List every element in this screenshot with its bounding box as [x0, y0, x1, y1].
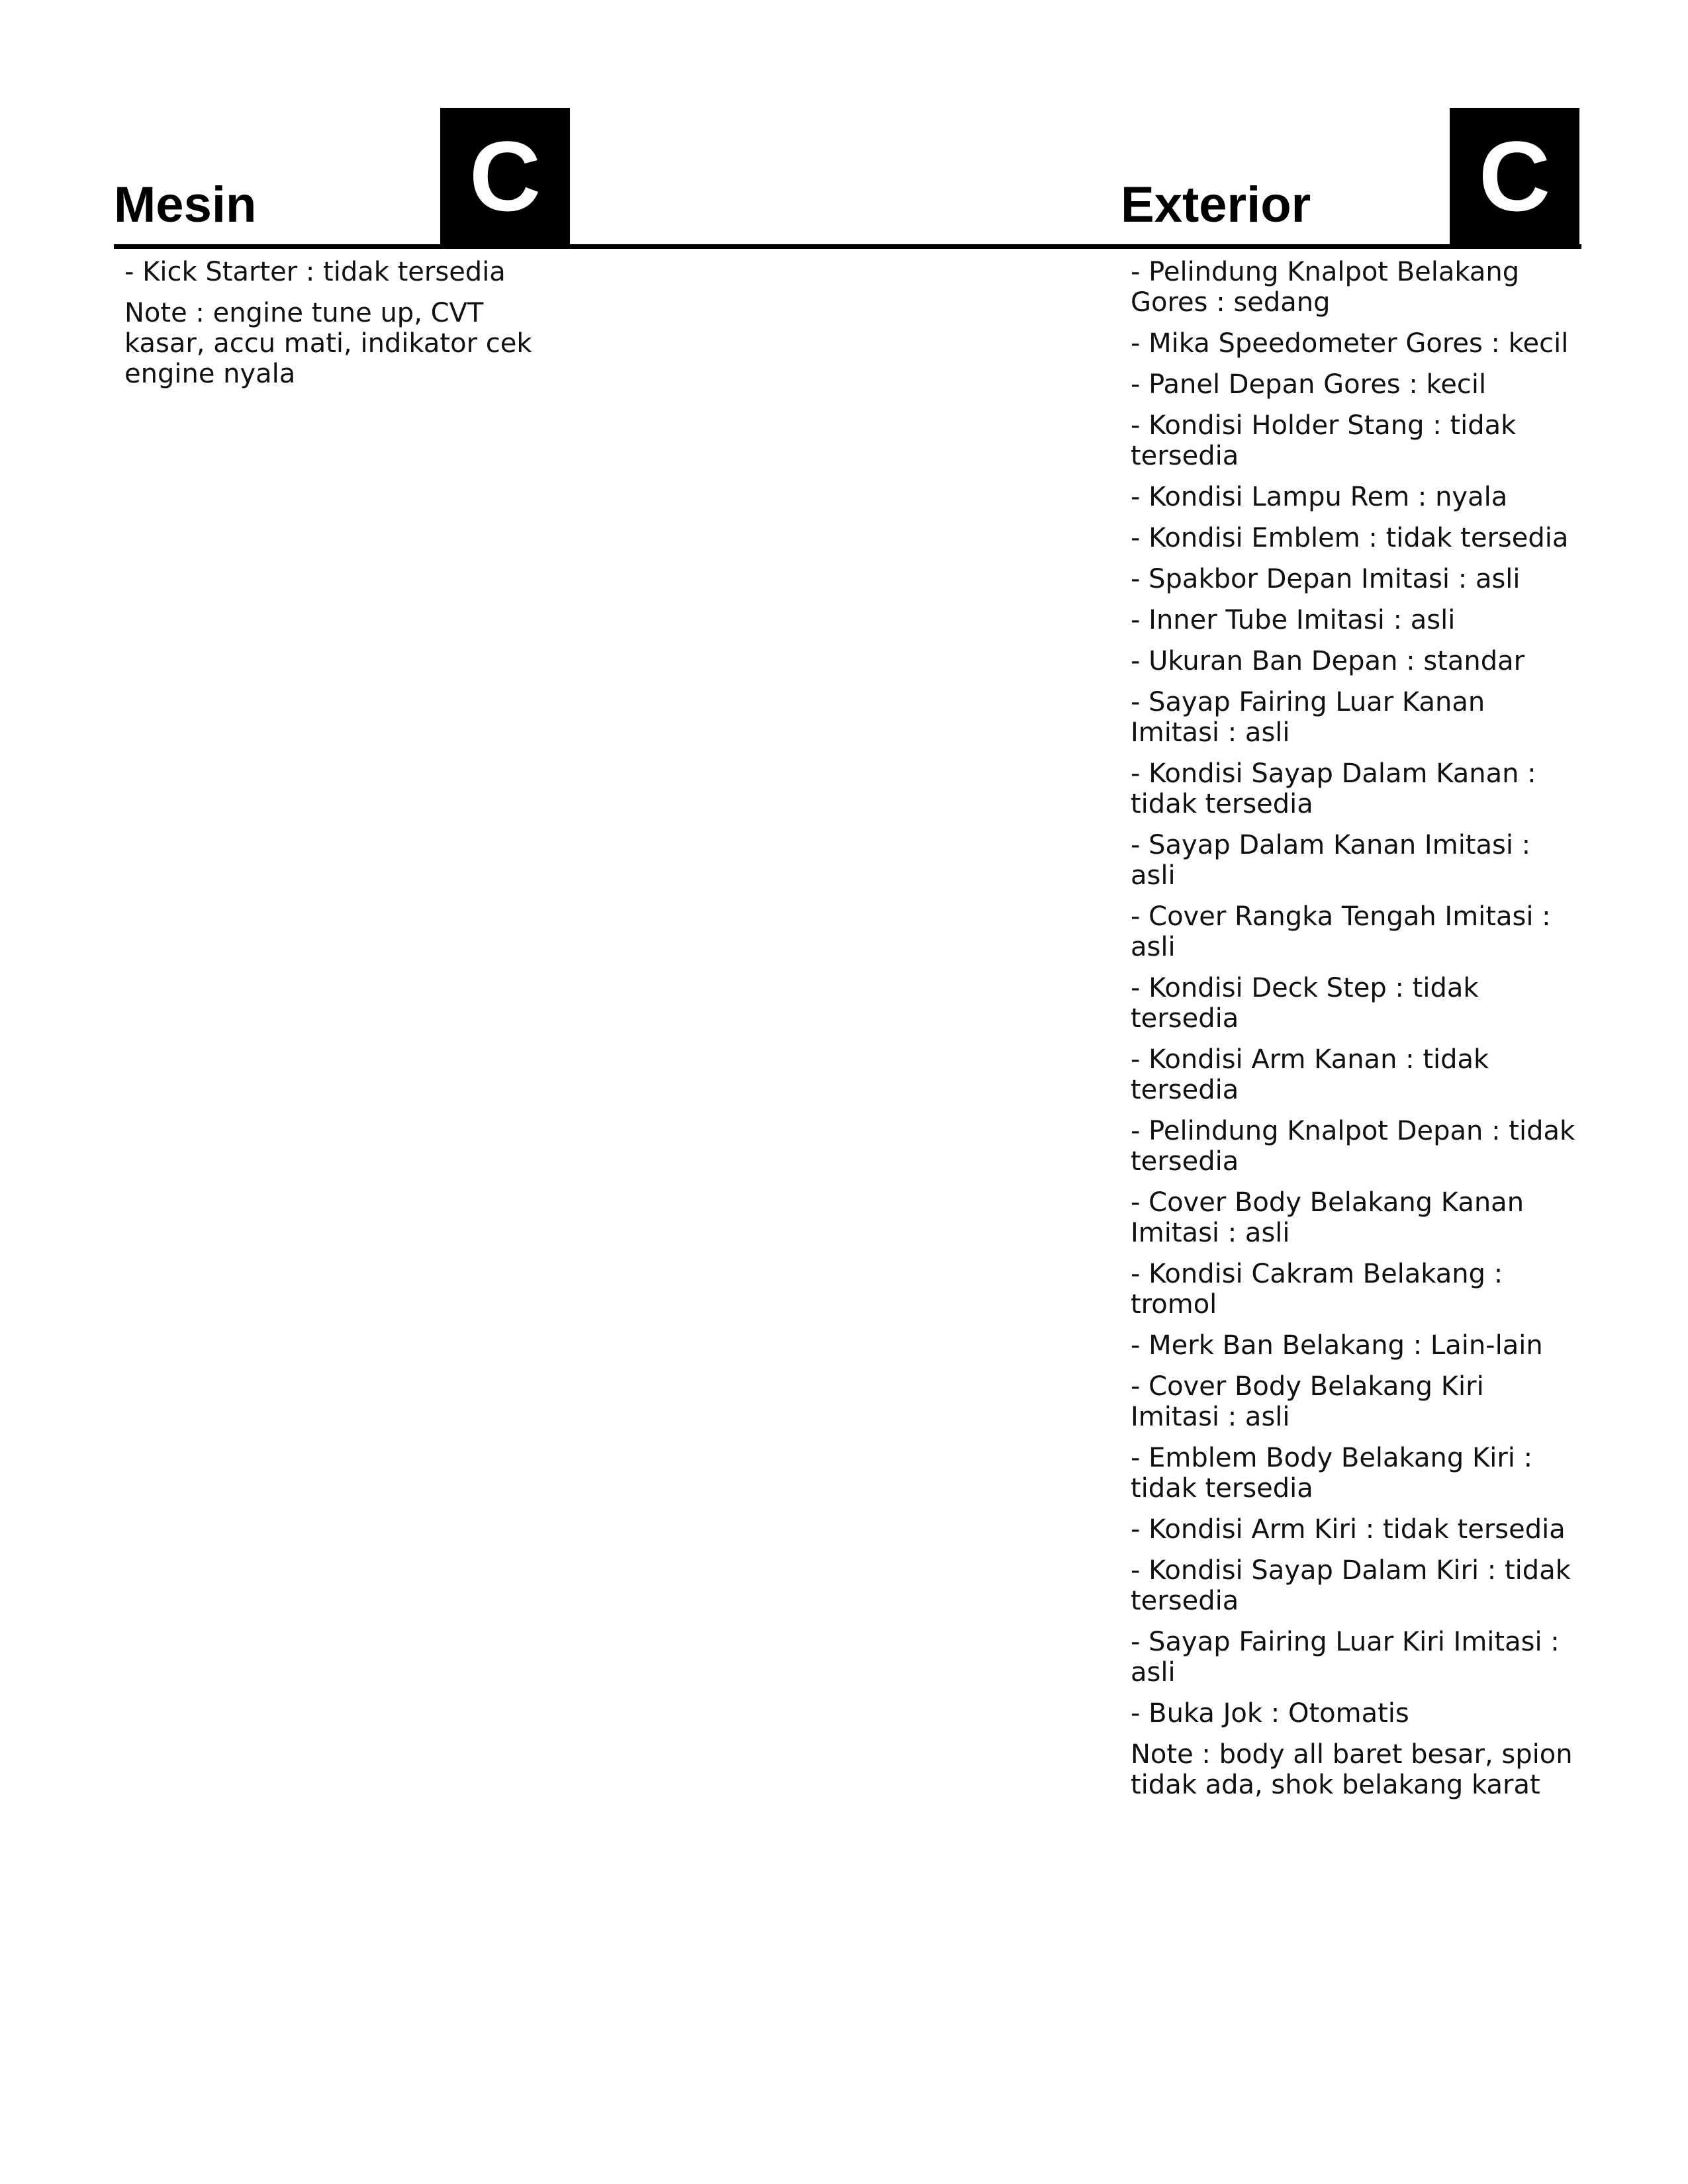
exterior-item: - Spakbor Depan Imitasi : asli [1131, 564, 1521, 594]
mesin-note: Note : engine tune up, CVT kasar, accu mati, indikator cek engine nyala [124, 298, 532, 389]
exterior-section-title: Exterior [1121, 177, 1311, 233]
mesin-grade-badge: C [440, 108, 570, 244]
exterior-grade-badge: C [1450, 108, 1579, 244]
exterior-item: - Sayap Fairing Luar Kanan Imitasi : asli [1131, 687, 1485, 748]
exterior-item: - Cover Body Belakang Kiri Imitasi : asli [1131, 1371, 1484, 1432]
exterior-item: - Kondisi Sayap Dalam Kiri : tidak tersedia [1131, 1555, 1571, 1616]
exterior-item: - Pelindung Knalpot Belakang Gores : sedang [1131, 257, 1520, 318]
section-divider-line [114, 244, 1581, 249]
exterior-item: - Cover Rangka Tengah Imitasi : asli [1131, 901, 1551, 962]
exterior-item: - Kondisi Sayap Dalam Kanan : tidak tersedia [1131, 758, 1536, 819]
exterior-note: Note : body all baret besar, spion tidak ada, shok belakang karat [1131, 1739, 1573, 1800]
mesin-item-list [124, 257, 561, 400]
mesin-item: - Kick Starter : tidak tersedia [124, 257, 506, 287]
exterior-item: - Panel Depan Gores : kecil [1131, 369, 1487, 400]
exterior-item: - Sayap Dalam Kanan Imitasi : asli [1131, 830, 1531, 891]
exterior-item: - Kondisi Cakram Belakang : tromol [1131, 1259, 1503, 1320]
exterior-item: - Kondisi Arm Kanan : tidak tersedia [1131, 1044, 1489, 1105]
exterior-item: - Kondisi Deck Step : tidak tersedia [1131, 973, 1479, 1034]
exterior-item: - Merk Ban Belakang : Lain-lain [1131, 1330, 1543, 1361]
exterior-item: - Kondisi Emblem : tidak tersedia [1131, 523, 1569, 553]
exterior-item: - Kondisi Holder Stang : tidak tersedia [1131, 410, 1517, 471]
exterior-item: - Cover Body Belakang Kanan Imitasi : asli [1131, 1187, 1524, 1248]
exterior-item: - Emblem Body Belakang Kiri : tidak tersedia [1131, 1443, 1533, 1504]
exterior-item: - Mika Speedometer Gores : kecil [1131, 328, 1569, 359]
exterior-item: - Buka Jok : Otomatis [1131, 1698, 1409, 1729]
exterior-item: - Inner Tube Imitasi : asli [1131, 605, 1456, 635]
exterior-item: - Kondisi Lampu Rem : nyala [1131, 482, 1508, 512]
exterior-item: - Ukuran Ban Depan : standar [1131, 646, 1525, 676]
exterior-item: - Pelindung Knalpot Depan : tidak tersedia [1131, 1116, 1575, 1177]
mesin-section-title: Mesin [114, 177, 257, 233]
exterior-item-list [1131, 257, 1581, 1811]
exterior-item: - Kondisi Arm Kiri : tidak tersedia [1131, 1514, 1566, 1545]
exterior-item: - Sayap Fairing Luar Kiri Imitasi : asli [1131, 1627, 1560, 1688]
